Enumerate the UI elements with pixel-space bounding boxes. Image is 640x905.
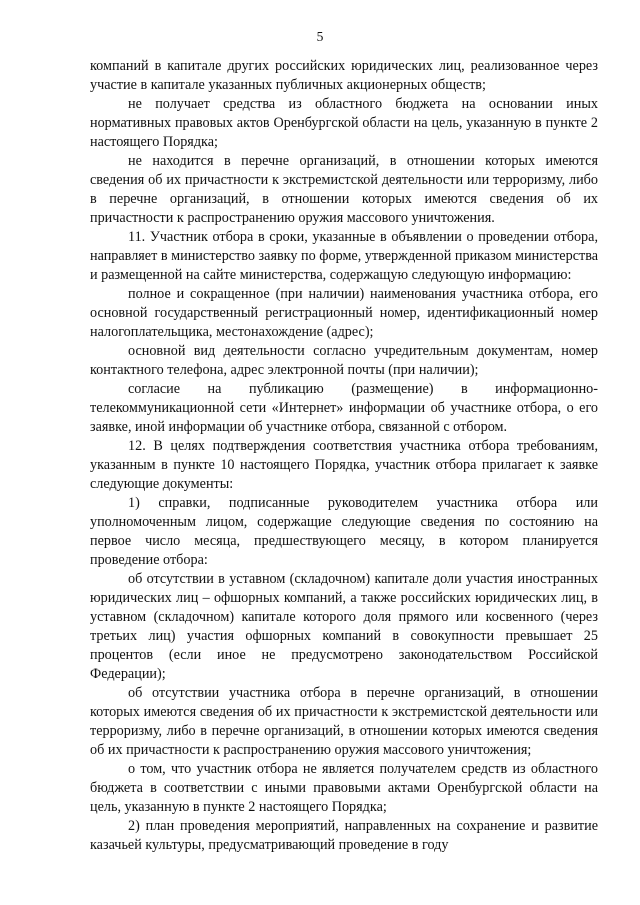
paragraph: не находится в перечне организаций, в отношении которых имеются сведения об их причастности к экстремистской деятельности или терроризму, либо в перечне организаций, в отношении которых имеются сведения об их причастности к распространению оружия массового уничтожения. bbox=[90, 153, 598, 226]
paragraph-clause-11: 11. Участник отбора в сроки, указанные в объявлении о проведении отбора, направляет в министерство заявку по форме, утвержденной приказом министерства и размещенной на сайте министерства, содержащую следующую информацию: bbox=[90, 229, 598, 283]
page-number: 5 bbox=[316, 29, 324, 44]
paragraph: об отсутствии в уставном (складочном) капитале доли участия иностранных юридических лиц – офшорных компаний, а также российских юридических лиц, в уставном (складочном) капитале которого доля прямого или косвенного (через третьих лиц) участия офшорных компаний в совокупности превышает 25 процентов (если иное не предусмотрено законодательством Российской Федерации); bbox=[90, 571, 598, 682]
paragraph: полное и сокращенное (при наличии) наименования участника отбора, его основной государственный регистрационный номер, идентификационный номер налогоплательщика, местонахождение (адрес); bbox=[90, 286, 598, 340]
paragraph: об отсутствии участника отбора в перечне организаций, в отношении которых имеются сведения об их причастности к экстремистской деятельности или терроризму, либо в перечне организаций, в отношении которых имеются сведения об их причастности к распространению оружия массового уничтожения; bbox=[90, 685, 598, 758]
paragraph: не получает средства из областного бюджета на основании иных нормативных правовых актов Оренбургской области на цель, указанную в пункте 2 настоящего Порядка; bbox=[90, 96, 598, 150]
paragraph-list-item-2: 2) план проведения мероприятий, направленных на сохранение и развитие казачьей культуры, предусматривающий проведение в году bbox=[90, 818, 598, 853]
paragraph-list-item-1: 1) справки, подписанные руководителем участника отбора или уполномоченным лицом, содержащие следующие сведения по состоянию на первое число месяца, предшествующего месяцу, в котором планируется проведение отбора: bbox=[90, 495, 598, 568]
paragraph: согласие на публикацию (размещение) в информационно-телекоммуникационной сети «Интернет» информации об участнике отбора, о его заявке, иной информации об участнике отбора, связанной с отбором. bbox=[90, 381, 598, 435]
paragraph: о том, что участник отбора не является получателем средств из областного бюджета в соответствии с иными правовыми актами Оренбургской области на цель, указанную в пункте 2 настоящего Порядка; bbox=[90, 761, 598, 815]
paragraph: основной вид деятельности согласно учредительным документам, номер контактного телефона, адрес электронной почты (при наличии); bbox=[90, 343, 598, 378]
document-body bbox=[90, 57, 598, 855]
paragraph-continuation: компаний в капитале других российских юридических лиц, реализованное через участие в капитале указанных публичных акционерных обществ; bbox=[90, 58, 598, 93]
paragraph-clause-12: 12. В целях подтверждения соответствия участника отбора требованиям, указанным в пункте 10 настоящего Порядка, участник отбора прилагает к заявке следующие документы: bbox=[90, 438, 598, 492]
